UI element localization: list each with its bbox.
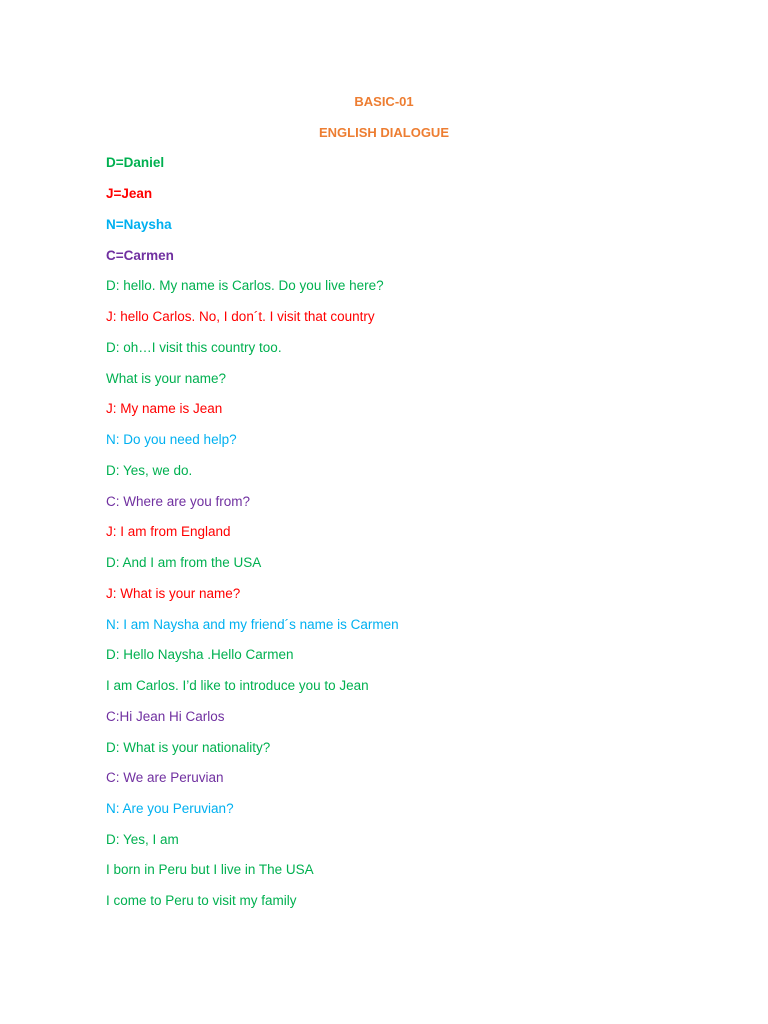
document-code-title: BASIC-01 [354, 94, 414, 109]
dialogue-line: D: Hello Naysha .Hello Carmen [106, 647, 294, 662]
cast-item-jean: J=Jean [106, 186, 153, 201]
dialogue-line: J: hello Carlos. No, I don´t. I visit that country [106, 309, 375, 324]
dialogue-line: What is your name? [106, 371, 227, 386]
dialogue-line: I born in Peru but I live in The USA [106, 862, 314, 877]
dialogue-line: D: Yes, I am [106, 832, 179, 847]
dialogue-line: J: I am from England [106, 524, 231, 539]
dialogue-line: D: oh…I visit this country too. [106, 340, 282, 355]
dialogue-line: D: Yes, we do. [106, 463, 193, 478]
cast-item-carmen: C=Carmen [106, 248, 174, 263]
cast-item-daniel: D=Daniel [106, 155, 165, 170]
dialogue-line: J: My name is Jean [106, 401, 223, 416]
document-subtitle: ENGLISH DIALOGUE [318, 125, 449, 140]
dialogue-line: C: We are Peruvian [106, 770, 224, 785]
dialogue-line: D: What is your nationality? [106, 740, 271, 755]
dialogue-line: D: hello. My name is Carlos. Do you live here? [106, 278, 384, 293]
dialogue-line: C:Hi Jean Hi Carlos [106, 709, 225, 724]
dialogue-line: N: I am Naysha and my friend´s name is Carmen [106, 617, 399, 632]
cast-item-naysha: N=Naysha [106, 217, 172, 232]
dialogue-line: C: Where are you from? [106, 494, 251, 509]
dialogue-line: J: What is your name? [106, 586, 241, 601]
dialogue-line: I am Carlos. I’d like to introduce you to Jean [106, 678, 369, 693]
dialogue-line: N: Are you Peruvian? [106, 801, 234, 816]
dialogue-line: I come to Peru to visit my family [106, 893, 297, 908]
dialogue-line: D: And I am from the USA [106, 555, 262, 570]
dialogue-line: N: Do you need help? [106, 432, 237, 447]
